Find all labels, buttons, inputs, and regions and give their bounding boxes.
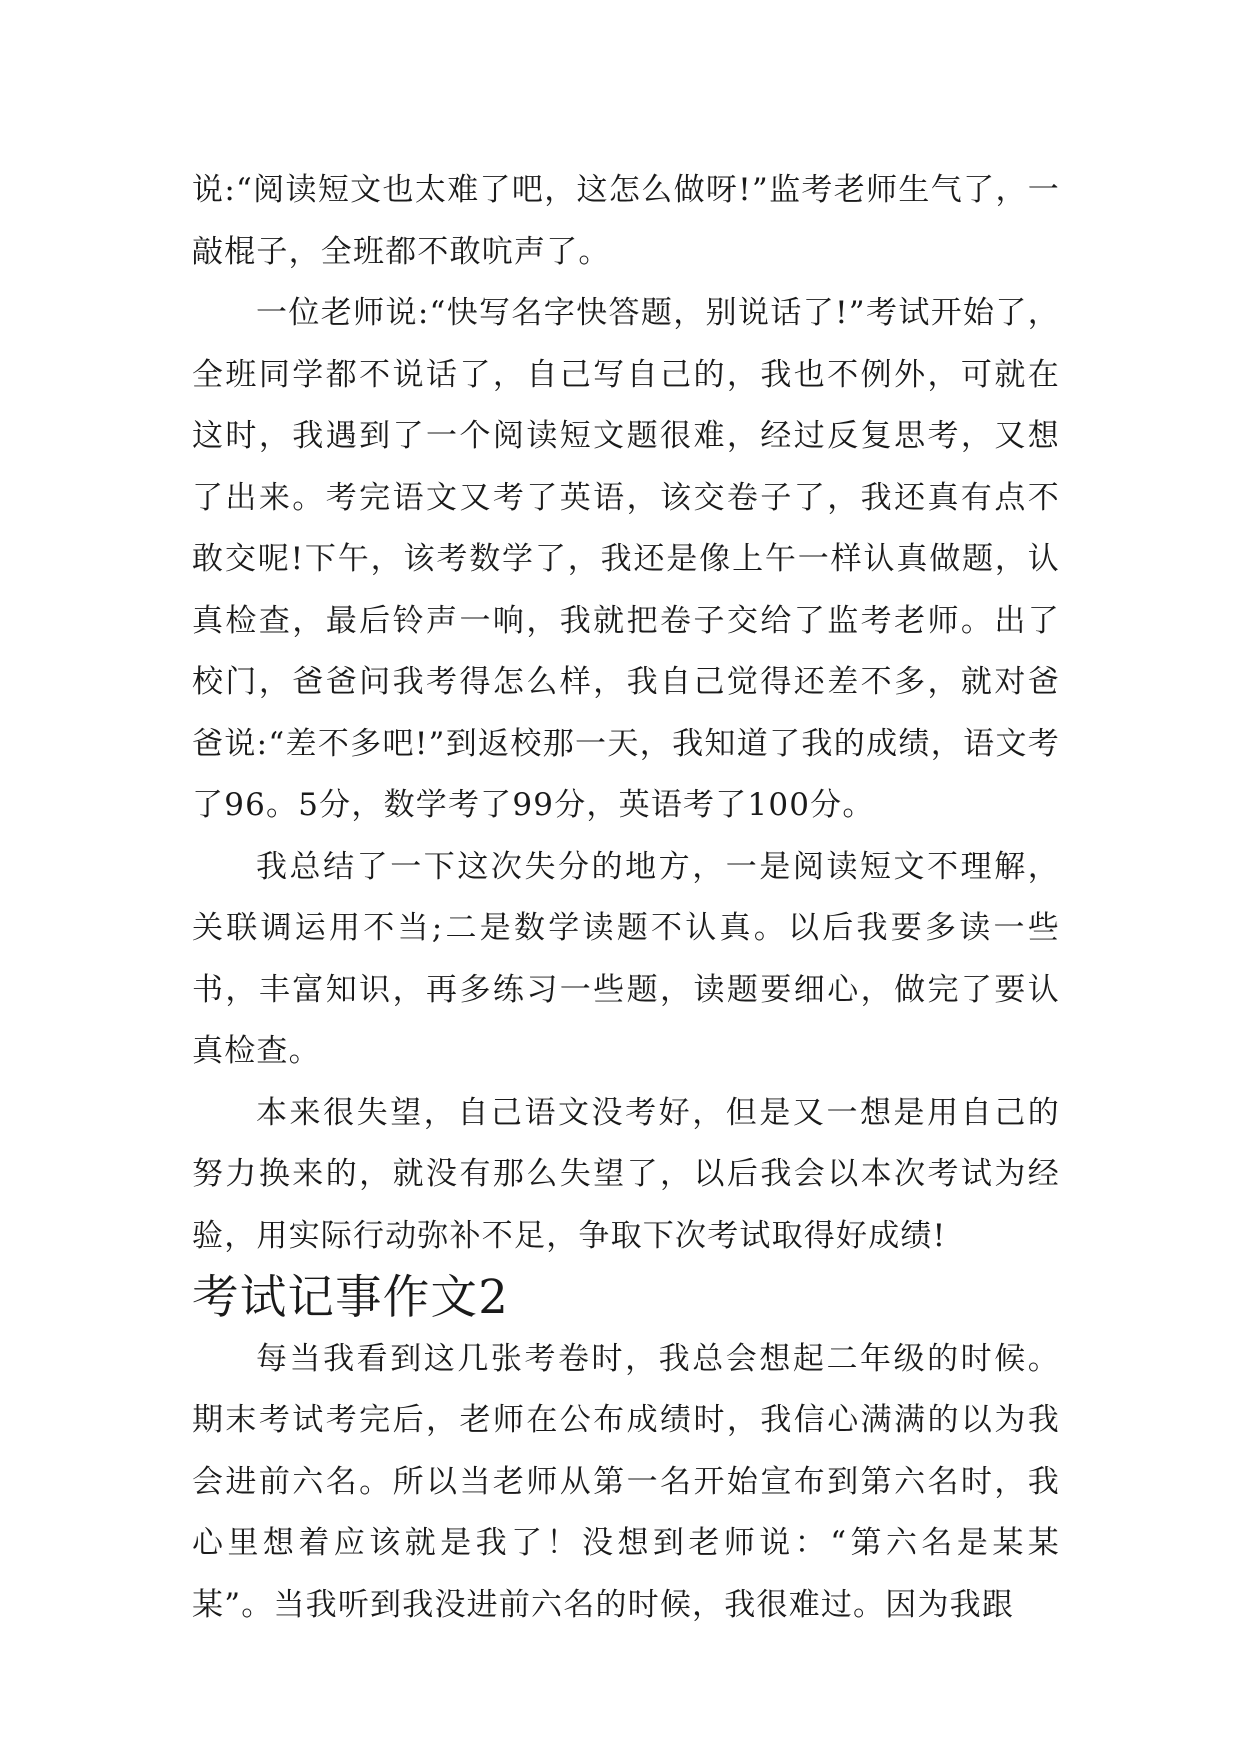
document-body <box>192 160 1060 1636</box>
section-title: 考试记事作文2 <box>192 1270 509 1324</box>
section-paragraph-1: 每当我看到这几张考卷时，我总会想起二年级的时候。期末考试考完后，老师在公布成绩时，我信心满满的以为我会进前六名。所以当老师从第一名开始宣布到第六名时，我心里想着应该就是我了！没想到老师说：“第六名是某某某”。当我听到我没进前六名的时候，我很难过。因为我跟 <box>192 1340 1060 1623</box>
paragraph-2: 一位老师说:“快写名字快答题，别说话了!”考试开始了，全班同学都不说话了，自己写自己的，我也不例外，可就在这时，我遇到了一个阅读短文题很难，经过反复思考，又想了出来。考完语文又考了英语，该交卷子了，我还真有点不敢交呢!下午，该考数学了，我还是像上午一样认真做题，认真检查，最后铃声一响，我就把卷子交给了监考老师。出了校门，爸爸问我考得怎么样，我自己觉得还差不多，就对爸爸说:“差不多吧!”到返校那一天，我知道了我的成绩，语文考了96。5分，数学考了99分，英语考了100分。 <box>192 295 1060 823</box>
paragraph-3: 我总结了一下这次失分的地方，一是阅读短文不理解，关联调运用不当;二是数学读题不认真。以后我要多读一些书，丰富知识，再多练习一些题，读题要细心，做完了要认真检查。 <box>192 848 1060 1069</box>
paragraph-1: 说:“阅读短文也太难了吧，这怎么做呀!”监考老师生气了，一敲棍子，全班都不敢吭声了。 <box>192 172 1060 270</box>
paragraph-4: 本来很失望，自己语文没考好，但是又一想是用自己的努力换来的，就没有那么失望了，以后我会以本次考试为经验，用实际行动弥补不足，争取下次考试取得好成绩! <box>192 1094 1060 1254</box>
